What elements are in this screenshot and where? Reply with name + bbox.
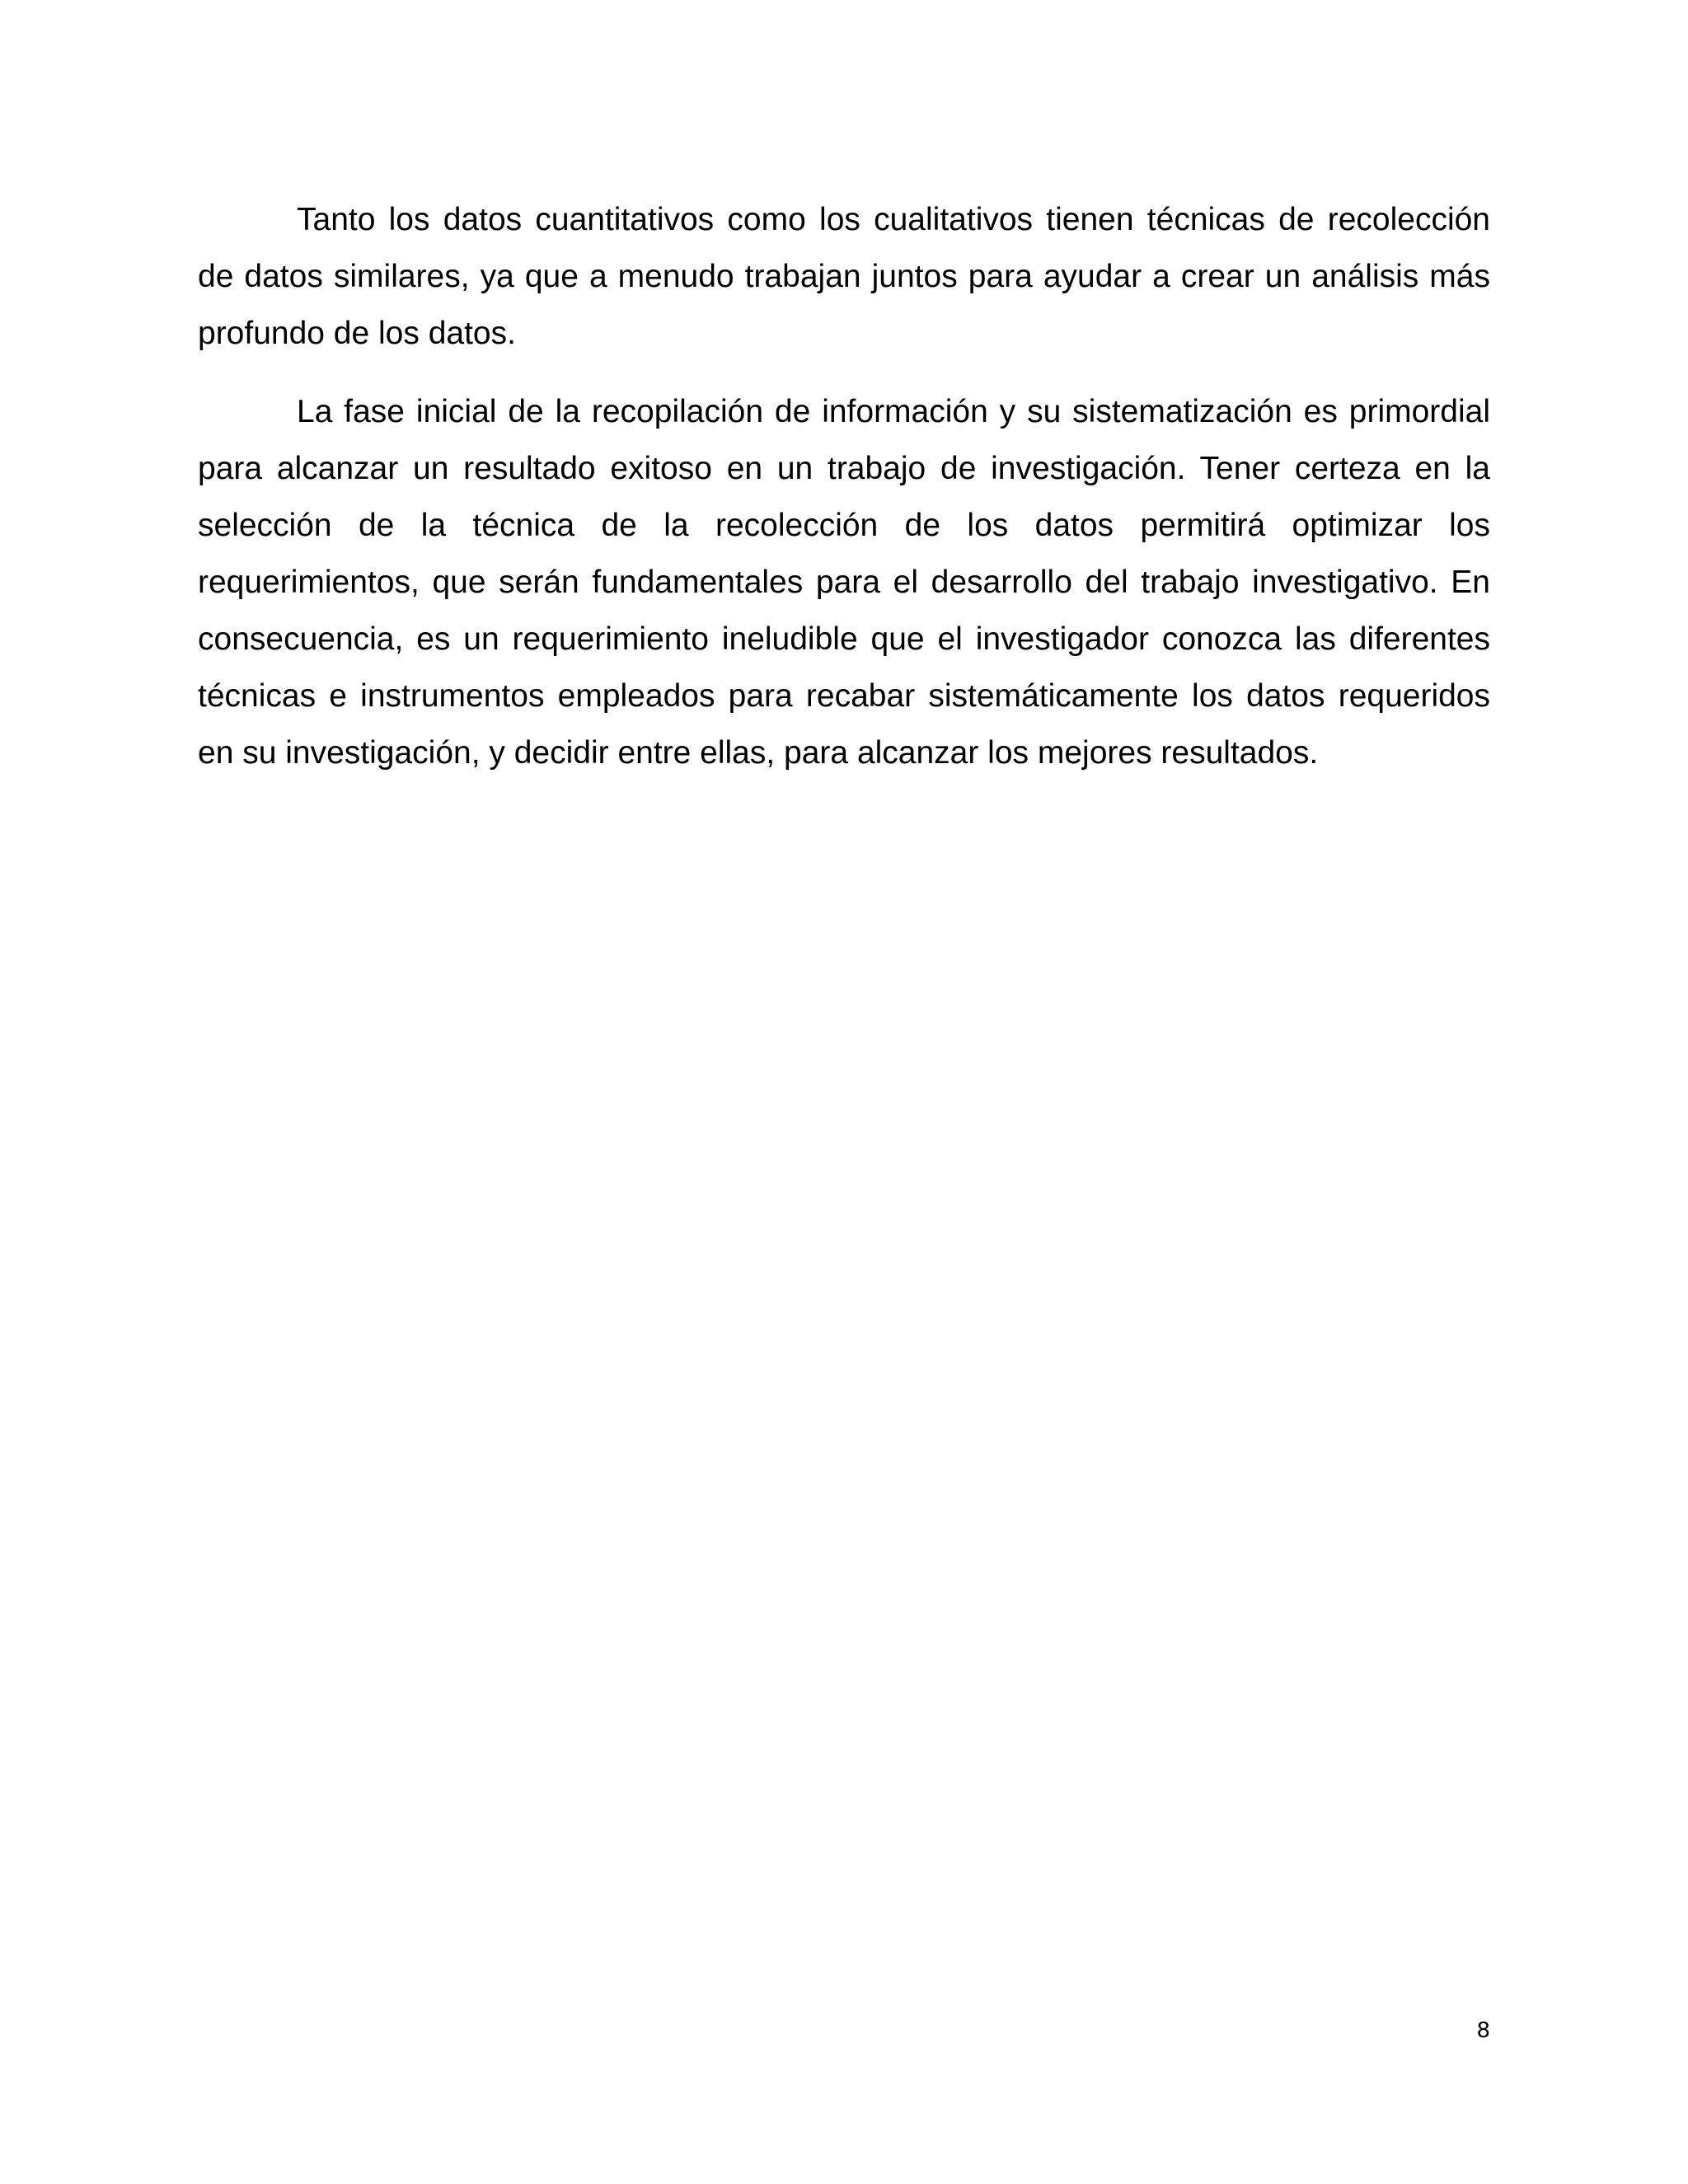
paragraph: La fase inicial de la recopilación de información y su sistematización es primordial para alcanzar un resultado exitoso en un trabajo de investigación. Tener certeza en la selección de la técnica de la recolección de los datos permitirá optimizar los requerimientos, que serán fundamentales para el desarrollo del trabajo investigativo. En consecuencia, es un requerimiento ineludible que el investigador conozca las diferentes técnicas e instrumentos empleados para recabar sistemáticamente los datos requeridos en su investigación, y decidir entre ellas, para alcanzar los mejores resultados. [198, 394, 1490, 771]
page-number: 8 [1476, 2018, 1490, 2043]
paragraph: Tanto los datos cuantitativos como los cualitativos tienen técnicas de recolección de datos similares, ya que a menudo trabajan juntos para ayudar a crear un análisis más profundo de los datos. [198, 202, 1490, 351]
body-text [198, 191, 1490, 781]
